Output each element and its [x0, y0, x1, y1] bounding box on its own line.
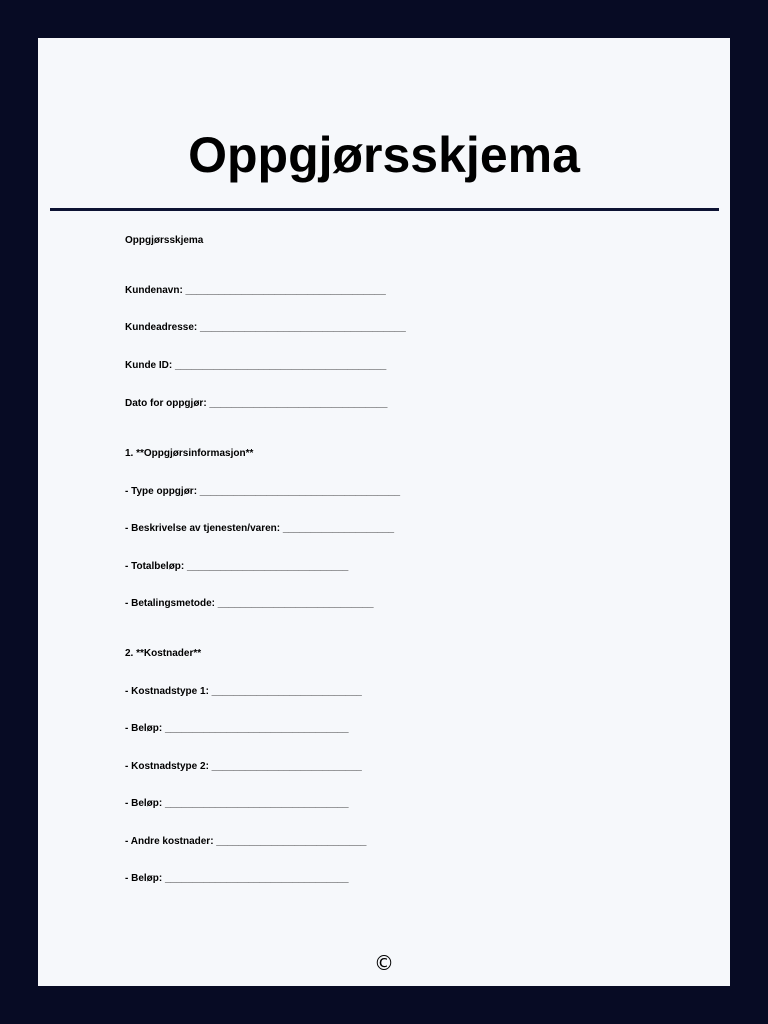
section-heading-settlement-info: 1. **Oppgjørsinformasjon** [125, 448, 254, 459]
section-heading-costs: 2. **Kostnader** [125, 648, 202, 659]
field-payment-method: - Betalingsmetode: ____________________________ [125, 598, 374, 609]
copyright-symbol: © [374, 951, 394, 975]
field-customer-id: Kunde ID: ______________________________________ [125, 360, 387, 371]
field-customer-address: Kundeadresse: _____________________________________ [125, 322, 406, 333]
field-amount-1: - Beløp: _________________________________ [125, 723, 349, 734]
field-customer-name: Kundenavn: ____________________________________ [125, 285, 386, 296]
document-subtitle: Oppgjørsskjema [125, 235, 204, 246]
field-settlement-type: - Type oppgjør: ____________________________________ [125, 486, 401, 497]
field-total-amount: - Totalbeløp: _____________________________ [125, 561, 349, 572]
field-amount-3: - Beløp: _________________________________ [125, 873, 349, 884]
field-cost-type-1: - Kostnadstype 1: ___________________________ [125, 686, 362, 697]
field-amount-2: - Beløp: _________________________________ [125, 798, 349, 809]
document-title: Oppgjørsskjema [188, 127, 580, 183]
field-cost-type-2: - Kostnadstype 2: ___________________________ [125, 761, 362, 772]
field-other-costs: - Andre kostnader: ___________________________ [125, 836, 367, 847]
field-service-description: - Beskrivelse av tjenesten/varen: ____________________ [125, 523, 395, 534]
title-divider [50, 208, 719, 211]
field-settlement-date: Dato for oppgjør: ________________________________ [125, 398, 388, 409]
